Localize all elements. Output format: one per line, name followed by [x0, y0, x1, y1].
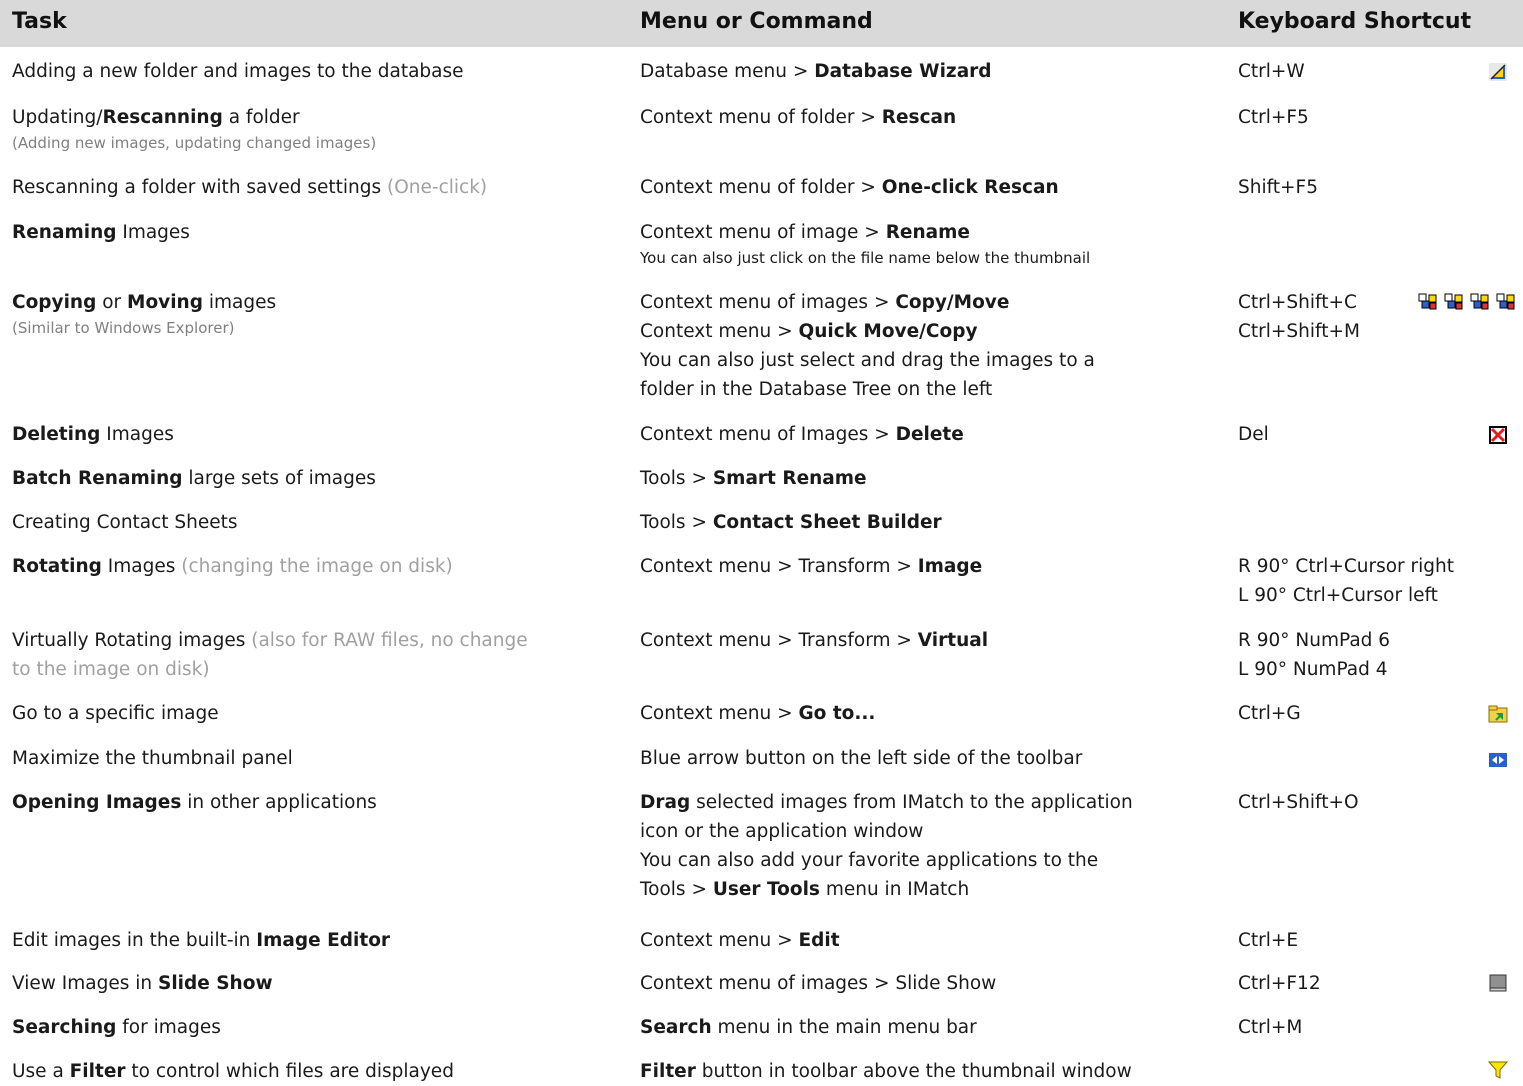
- text-line: [12, 744, 293, 773]
- text: Context menu of image >: [640, 222, 886, 243]
- task-note: (Similar to Windows Explorer): [12, 319, 235, 337]
- text: Virtually Rotating images: [12, 630, 252, 651]
- text: Images: [116, 222, 190, 243]
- task-cell: [12, 508, 238, 537]
- text: View Images in: [12, 973, 158, 994]
- menu-cell: [640, 288, 1095, 404]
- menu-cell: [640, 699, 875, 728]
- bold-text: Database Wizard: [814, 61, 992, 82]
- text-line: [12, 788, 377, 817]
- text-line: [12, 420, 174, 449]
- text-line: [640, 875, 1133, 904]
- text: Tools >: [640, 512, 713, 533]
- text: Context menu >: [640, 321, 799, 342]
- text: folder in the Database Tree on the left: [640, 379, 993, 400]
- text: Tools >: [640, 468, 713, 489]
- menu-cell: [640, 744, 1082, 773]
- text: Context menu of Images >: [640, 424, 896, 445]
- text: Rescanning a folder with saved settings: [12, 177, 388, 198]
- header-shortcut: Keyboard Shortcut: [1238, 9, 1472, 34]
- bold-text: User Tools: [712, 879, 820, 900]
- bold-text: Batch Renaming: [12, 468, 183, 489]
- text-line: [12, 969, 273, 998]
- text: Creating Contact Sheets: [12, 512, 238, 533]
- shortcut-text: Del: [1238, 424, 1269, 445]
- bold-text: Image Editor: [256, 930, 391, 951]
- bold-text: Rename: [885, 222, 970, 243]
- text-line: [640, 846, 1133, 875]
- text: Updating/: [12, 107, 103, 128]
- text: images: [202, 292, 277, 313]
- task-cell: [12, 218, 190, 247]
- task-cell: [12, 57, 464, 86]
- text-line: [12, 508, 238, 537]
- shortcut-text: L 90° Ctrl+Cursor left: [1238, 585, 1438, 606]
- menu-cell: [640, 626, 988, 655]
- menu-cell: [640, 218, 1090, 269]
- bold-text: Edit: [798, 930, 840, 951]
- bold-text: Delete: [895, 424, 964, 445]
- shortcut-text: R 90° NumPad 6: [1238, 630, 1391, 651]
- text-line: [640, 103, 956, 132]
- text-line: [12, 464, 376, 493]
- text-line: [640, 420, 964, 449]
- text: to control which files are displayed: [125, 1061, 454, 1082]
- bold-text: Rescan: [881, 107, 957, 128]
- text-line: [640, 317, 1095, 346]
- menu-cell: [640, 173, 1059, 202]
- copy-move-icon: [1418, 290, 1518, 318]
- shortcut-cell: [1238, 288, 1360, 346]
- text: Adding a new folder and images to the database: [12, 61, 464, 82]
- shortcut-text: L 90° NumPad 4: [1238, 659, 1388, 680]
- shortcut-cell: [1238, 57, 1305, 86]
- text: Go to a specific image: [12, 703, 219, 724]
- shortcut-text: Ctrl+W: [1238, 61, 1305, 82]
- text: large sets of images: [182, 468, 376, 489]
- menu-cell: [640, 1057, 1132, 1086]
- text-line: [12, 173, 487, 202]
- text: menu in the main menu bar: [711, 1017, 977, 1038]
- text-line: [640, 744, 1082, 773]
- filter-icon: [1488, 1060, 1508, 1080]
- shortcut-text: Ctrl+Shift+C: [1238, 292, 1357, 313]
- text: in other applications: [181, 792, 377, 813]
- text: Context menu >: [640, 930, 799, 951]
- text: Blue arrow button on the left side of the toolbar: [640, 748, 1083, 769]
- text-line: [640, 508, 942, 537]
- bold-text: Copying: [12, 292, 97, 313]
- shortcut-cell: [1238, 788, 1359, 817]
- shortcut-cell: [1238, 969, 1321, 998]
- text-line: [640, 926, 840, 955]
- bold-text: Opening Images: [12, 792, 182, 813]
- text: You can also just select and drag the images to a: [640, 350, 1095, 371]
- shortcut-text: Shift+F5: [1238, 177, 1318, 198]
- text: Database menu >: [640, 61, 815, 82]
- shortcut-cell: [1238, 926, 1298, 955]
- task-note: (Adding new images, updating changed images): [12, 134, 377, 152]
- text: Context menu > Transform >: [640, 556, 918, 577]
- menu-cell: [640, 508, 942, 537]
- task-cell: [12, 288, 276, 339]
- table-header: [0, 0, 1523, 47]
- task-cell: [12, 552, 453, 581]
- shortcut-text: Ctrl+F5: [1238, 107, 1309, 128]
- bold-text: Rescanning: [102, 107, 223, 128]
- text: button in toolbar above the thumbnail window: [695, 1061, 1132, 1082]
- text: Images: [101, 556, 182, 577]
- delete-icon: [1488, 425, 1508, 445]
- goto-folder-icon: [1488, 704, 1508, 724]
- shortcut-cell: [1238, 173, 1318, 202]
- shortcut-text: Ctrl+E: [1238, 930, 1299, 951]
- shortcut-cell: [1238, 1013, 1302, 1042]
- text: Use a: [12, 1061, 70, 1082]
- bold-text: Filter: [640, 1061, 696, 1082]
- menu-cell: [640, 926, 840, 955]
- text-line: [12, 1057, 454, 1086]
- task-cell: [12, 969, 273, 998]
- menu-cell: [640, 969, 996, 998]
- bold-text: Deleting: [12, 424, 101, 445]
- text-line: [640, 788, 1133, 817]
- menu-cell: [640, 788, 1133, 904]
- menu-cell: [640, 57, 992, 86]
- text: Tools >: [640, 879, 713, 900]
- text: Edit images in the built-in: [12, 930, 257, 951]
- text-line: [640, 346, 1095, 375]
- shortcut-text: Ctrl+F12: [1238, 973, 1321, 994]
- task-cell: [12, 420, 174, 449]
- bold-text: Search: [640, 1017, 712, 1038]
- bold-text: Contact Sheet Builder: [712, 512, 942, 533]
- bold-text: Filter: [69, 1061, 126, 1082]
- shortcut-cell: [1238, 552, 1454, 610]
- text-line: [640, 173, 1059, 202]
- text-line: [640, 552, 982, 581]
- menu-cell: [640, 552, 982, 581]
- bold-text: Go to...: [798, 703, 876, 724]
- gray-note: (also for RAW files, no change: [251, 630, 528, 651]
- bold-text: One-click Rescan: [881, 177, 1059, 198]
- shortcut-cell: [1238, 103, 1309, 132]
- shortcut-cell: [1238, 626, 1390, 684]
- shortcut-cell: [1238, 699, 1301, 728]
- task-cell: [12, 103, 376, 154]
- blue-arrow-icon: [1488, 750, 1508, 770]
- header-task: Task: [12, 9, 67, 34]
- bold-text: Quick Move/Copy: [798, 321, 978, 342]
- bold-text: Slide Show: [158, 973, 273, 994]
- bold-text: Copy/Move: [895, 292, 1010, 313]
- text-line: [12, 288, 276, 317]
- text-line: [640, 464, 867, 493]
- task-cell: [12, 744, 293, 773]
- text-line: [640, 626, 988, 655]
- text-line: [640, 1013, 977, 1042]
- task-cell: [12, 626, 528, 684]
- shortcut-text: Ctrl+M: [1238, 1017, 1303, 1038]
- text: or: [96, 292, 128, 313]
- text: Context menu of folder >: [640, 107, 882, 128]
- text: Context menu > Transform >: [640, 630, 918, 651]
- task-cell: [12, 699, 219, 728]
- text: a folder: [222, 107, 300, 128]
- text: Images: [100, 424, 174, 445]
- text: for images: [116, 1017, 221, 1038]
- bold-text: Searching: [12, 1017, 117, 1038]
- menu-cell: [640, 1013, 977, 1042]
- gray-note: (One-click): [387, 177, 488, 198]
- text-line: [640, 969, 996, 998]
- task-cell: [12, 464, 376, 493]
- text-line: [12, 926, 390, 955]
- slideshow-icon: [1488, 973, 1508, 993]
- text-line: [12, 218, 190, 247]
- bold-text: Drag: [640, 792, 691, 813]
- task-cell: [12, 926, 390, 955]
- text: icon or the application window: [640, 821, 924, 842]
- text-line: [640, 375, 1095, 404]
- text-line: [12, 1013, 221, 1042]
- text-line: [12, 699, 219, 728]
- text: Context menu >: [640, 703, 799, 724]
- menu-cell: [640, 420, 964, 449]
- text: Context menu of images >: [640, 292, 896, 313]
- menu-cell: [640, 103, 956, 132]
- text-line: [640, 57, 992, 86]
- shortcut-cell: [1238, 420, 1269, 449]
- text-line: [640, 699, 875, 728]
- database-wizard-icon: [1488, 62, 1508, 82]
- shortcut-text: Ctrl+Shift+M: [1238, 321, 1360, 342]
- text-line: [640, 817, 1133, 846]
- text: Context menu of images > Slide Show: [640, 973, 997, 994]
- gray-note: to the image on disk): [12, 659, 210, 680]
- task-cell: [12, 788, 377, 817]
- menu-note: You can also just click on the file name below the thumbnail: [640, 249, 1091, 267]
- gray-note: (changing the image on disk): [181, 556, 453, 577]
- bold-text: Smart Rename: [712, 468, 867, 489]
- text: selected images from IMatch to the application: [690, 792, 1133, 813]
- shortcut-text: R 90° Ctrl+Cursor right: [1238, 556, 1454, 577]
- task-cell: [12, 1057, 454, 1086]
- text-line: [640, 288, 1095, 317]
- text-line: [12, 552, 453, 581]
- shortcut-text: Ctrl+G: [1238, 703, 1301, 724]
- shortcut-text: Ctrl+Shift+O: [1238, 792, 1359, 813]
- text: menu in IMatch: [819, 879, 970, 900]
- bold-text: Renaming: [12, 222, 117, 243]
- text: Maximize the thumbnail panel: [12, 748, 293, 769]
- bold-text: Image: [917, 556, 983, 577]
- text: You can also add your favorite applications to the: [640, 850, 1099, 871]
- text-line: [640, 1057, 1132, 1086]
- task-cell: [12, 173, 487, 202]
- bold-text: Virtual: [917, 630, 989, 651]
- text-line: [12, 626, 528, 655]
- text-line: [640, 218, 1090, 247]
- bold-text: Moving: [127, 292, 203, 313]
- text-line: [12, 57, 464, 86]
- menu-cell: [640, 464, 867, 493]
- header-menu: Menu or Command: [640, 9, 873, 34]
- task-cell: [12, 1013, 221, 1042]
- bold-text: Rotating: [12, 556, 102, 577]
- text-line: [12, 103, 376, 132]
- text: Context menu of folder >: [640, 177, 882, 198]
